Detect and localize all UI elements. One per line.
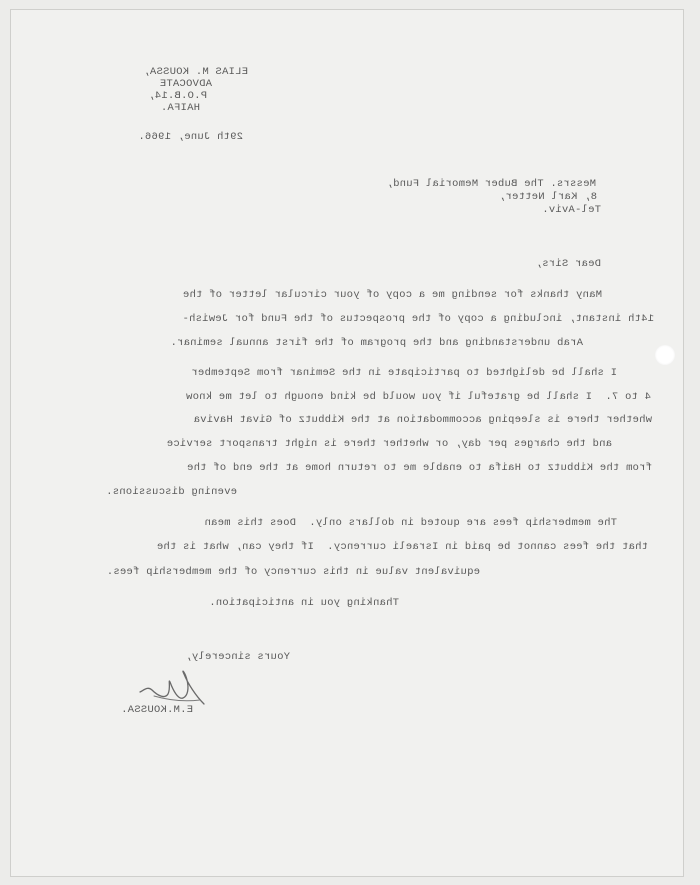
- body-line: I shall be delighted to participate in the Seminar from September: [191, 367, 617, 379]
- letterhead-title: ADVOCATE: [159, 78, 212, 90]
- addressee-line-2: 8, Karl Netter,: [498, 191, 597, 203]
- letterhead-name: ELIAS M. KOUSSA,: [143, 66, 248, 78]
- body-line: that the fees cannot be paid in Israeli currency. If they can, what is the: [156, 541, 648, 553]
- closing: Yours sincerely,: [185, 651, 290, 663]
- letterhead-po-box: P.O.B.14,: [148, 90, 207, 102]
- letter-date: 29th June, 1966.: [138, 131, 243, 143]
- body-line: 14th instant, including a copy of the prospectus of the Fund for Jewish-: [182, 313, 654, 325]
- body-line: The membership fees are quoted in dollars only. Does this mean: [204, 517, 617, 529]
- letterhead-city: HAIFA.: [160, 102, 200, 114]
- body-line: equivalent value in this currency of the membership fees.: [106, 566, 480, 578]
- body-line: Thanking you in anticipation.: [209, 597, 399, 609]
- body-line: from the Kibbutz to Haifa to enable me to return home at the end of the: [186, 462, 652, 474]
- salutation: Dear Sirs,: [535, 258, 601, 270]
- body-line: Many thanks for sending me a copy of your circular letter of the: [182, 289, 602, 301]
- body-line: whether there is sleeping accommodation at the Kibbutz of Givat Haviva: [193, 414, 652, 426]
- body-line: Arab understanding and the program of the first annual seminar.: [170, 337, 583, 349]
- addressee-line-1: Messrs. The Buber Memorial Fund,: [386, 178, 596, 190]
- signature-name: E.M.KOUSSA.: [120, 704, 193, 716]
- body-line: 4 to 7. I shall be grateful if you would be kind enough to let me know: [185, 391, 651, 403]
- body-line: and the charges per day, or whether there is night transport service: [166, 438, 612, 450]
- body-line: evening discussions.: [105, 486, 237, 498]
- addressee-line-3: Tel-Aviv.: [542, 204, 601, 216]
